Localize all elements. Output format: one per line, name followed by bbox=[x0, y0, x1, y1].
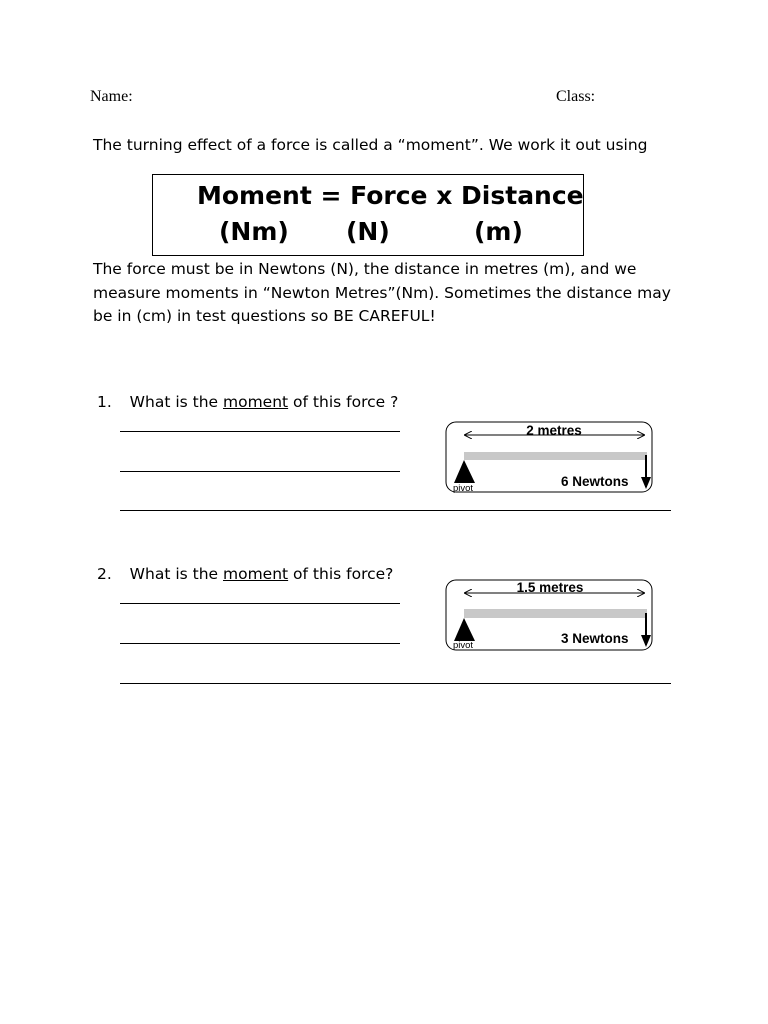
formula-box bbox=[152, 174, 584, 256]
class-label: Class: bbox=[556, 88, 596, 105]
unit-moment: (Nm) bbox=[219, 217, 289, 246]
force-label-2: 3 Newtons bbox=[561, 631, 629, 646]
distance-label-2: 1.5 metres bbox=[516, 580, 584, 595]
question-2-number: 2. bbox=[97, 565, 112, 583]
force-label-1: 6 Newtons bbox=[561, 474, 629, 489]
pivot-triangle-1 bbox=[454, 460, 475, 483]
lever-diagram-2 bbox=[445, 579, 653, 651]
pivot-label-1: pivot bbox=[453, 483, 474, 493]
question-1-suffix: of this force ? bbox=[288, 393, 399, 411]
unit-force: (N) bbox=[346, 217, 390, 246]
force-arrowhead-1 bbox=[641, 477, 651, 489]
question-2-prefix: What is the bbox=[129, 565, 223, 583]
name-label: Name: bbox=[90, 88, 133, 105]
answer-line-1c[interactable] bbox=[120, 510, 671, 511]
formula-equation: Moment = Force x Distance bbox=[197, 181, 584, 210]
lever-diagram-1 bbox=[445, 421, 653, 493]
question-1 bbox=[97, 393, 398, 411]
answer-line-2c[interactable] bbox=[120, 683, 671, 684]
explanation-text: The force must be in Newtons (N), the distance in metres (m), and we measure moments in “Newton Metres”(Nm). Sometimes the distance may be in (cm) in test questions so BE CAREFUL! bbox=[93, 260, 671, 325]
intro-text: The turning effect of a force is called a “moment”. We work it out using bbox=[93, 136, 648, 154]
question-2 bbox=[97, 565, 393, 583]
question-2-keyword: moment bbox=[223, 565, 289, 583]
pivot-label-2: pivot bbox=[453, 640, 474, 651]
beam-1 bbox=[464, 452, 647, 460]
force-arrowhead-2 bbox=[641, 635, 651, 647]
answer-line-1b[interactable] bbox=[120, 471, 400, 472]
answer-line-2a[interactable] bbox=[120, 603, 400, 604]
unit-distance: (m) bbox=[474, 217, 523, 246]
pivot-triangle-2 bbox=[454, 618, 475, 641]
question-1-prefix: What is the bbox=[129, 393, 223, 411]
beam-2 bbox=[464, 609, 647, 618]
question-2-suffix: of this force? bbox=[288, 565, 394, 583]
answer-line-2b[interactable] bbox=[120, 643, 400, 644]
answer-line-1a[interactable] bbox=[120, 431, 400, 432]
question-1-keyword: moment bbox=[223, 393, 289, 411]
question-1-number: 1. bbox=[97, 393, 112, 411]
distance-label-1: 2 metres bbox=[526, 423, 582, 438]
